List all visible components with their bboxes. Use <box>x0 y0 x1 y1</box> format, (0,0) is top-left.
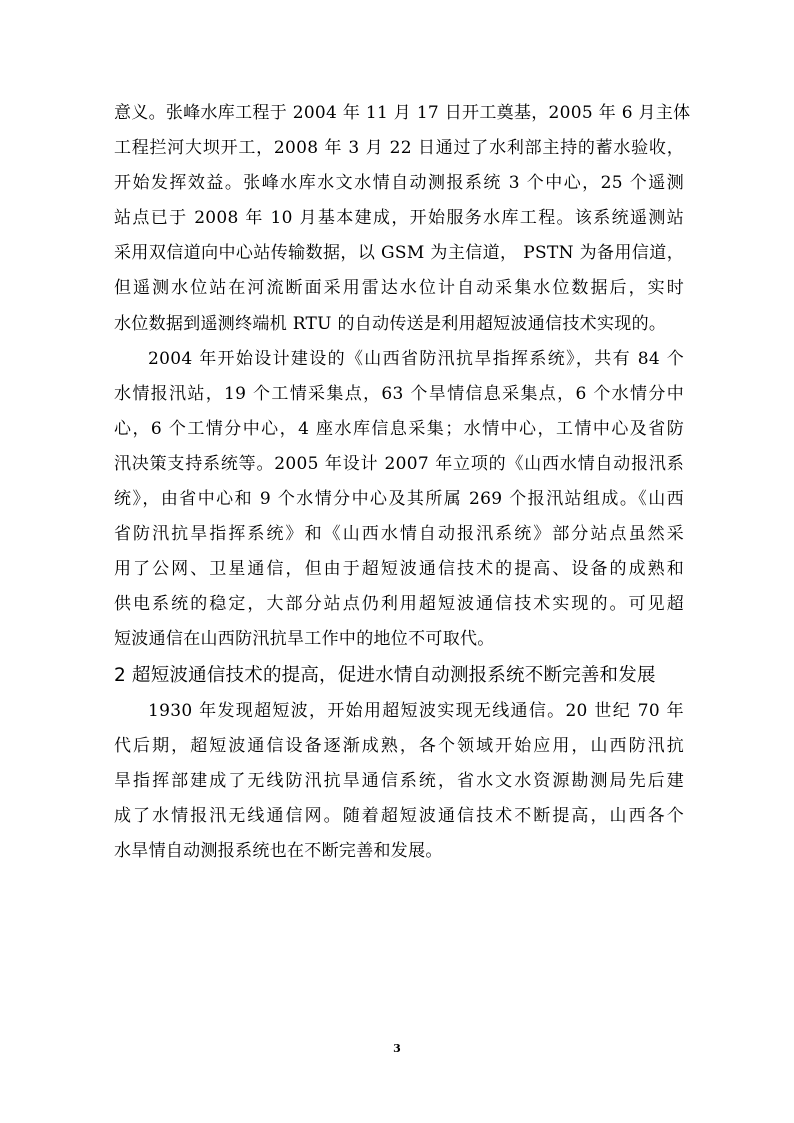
text-line: 用了公网、卫星通信，但由于超短波通信技术的提高、设备的成熟和 <box>114 559 684 580</box>
text-line: 2004 年开始设计建设的《山西省防汛抗旱指挥系统》，共有 84 个 <box>148 348 684 369</box>
text-line: 意义。张峰水库工程于 2004 年 11 月 17 日开工奠基，2005 年 6 月主体 <box>114 103 691 123</box>
text-line: 1930 年发现超短波，开始用超短波实现无线通信。20 世纪 70 年 <box>148 700 684 721</box>
text-line: 采用双信道向中心站传输数据，以 GSM 为主信道， PSTN 为备用信道， <box>114 243 684 264</box>
text-line: 省防汛抗旱指挥系统》和《山西水情自动报汛系统》部分站点虽然采 <box>114 524 684 545</box>
text-line: 水情报汛站，19 个工情采集点，63 个旱情信息采集点，6 个水情分中 <box>114 383 684 404</box>
text-line: 供电系统的稳定，大部分站点仍利用超短波通信技术实现的。可见超 <box>114 594 684 615</box>
paragraph-3 <box>114 694 684 869</box>
section-heading: 2 超短波通信技术的提高，促进水情自动测报系统不断完善和发展 <box>114 664 656 686</box>
text-line: 成了水情报汛无线通信网。随着超短波通信技术不断提高，山西各个 <box>114 805 684 826</box>
page-body <box>114 96 691 869</box>
text-line: 工程拦河大坝开工，2008 年 3 月 22 日通过了水利部主持的蓄水验收， <box>114 138 684 159</box>
text-line: 站点已于 2008 年 10 月基本建成，开始服务水库工程。该系统遥测站 <box>114 208 684 229</box>
text-line: 汛决策支持系统等。2005 年设计 2007 年立项的《山西水情自动报汛系 <box>114 453 684 474</box>
text-line: 水旱情自动测报系统也在不断完善和发展。 <box>114 840 443 861</box>
text-line: 心，6 个工情分中心，4 座水库信息采集；水情中心，工情中心及省防 <box>114 418 684 439</box>
paragraph-1 <box>114 96 691 342</box>
text-line: 代后期，超短波通信设备逐渐成熟，各个领域开始应用，山西防汛抗 <box>114 735 684 756</box>
text-line: 但遥测水位站在河流断面采用雷达水位计自动采集水位数据后，实时 <box>114 278 684 299</box>
text-line: 统》，由省中心和 9 个水情分中心及其所属 269 个报汛站组成。《山西 <box>114 489 684 510</box>
text-line: 水位数据到遥测终端机 RTU 的自动传送是利用超短波通信技术实现的。 <box>114 313 667 334</box>
text-line: 旱指挥部建成了无线防汛抗旱通信系统，省水文水资源勘测局先后建 <box>114 770 684 791</box>
page-number: 3 <box>393 1042 401 1055</box>
text-line: 短波通信在山西防汛抗旱工作中的地位不可取代。 <box>114 629 495 650</box>
paragraph-2 <box>114 342 684 658</box>
text-line: 开始发挥效益。张峰水库水文水情自动测报系统 3 个中心，25 个遥测 <box>114 173 684 194</box>
